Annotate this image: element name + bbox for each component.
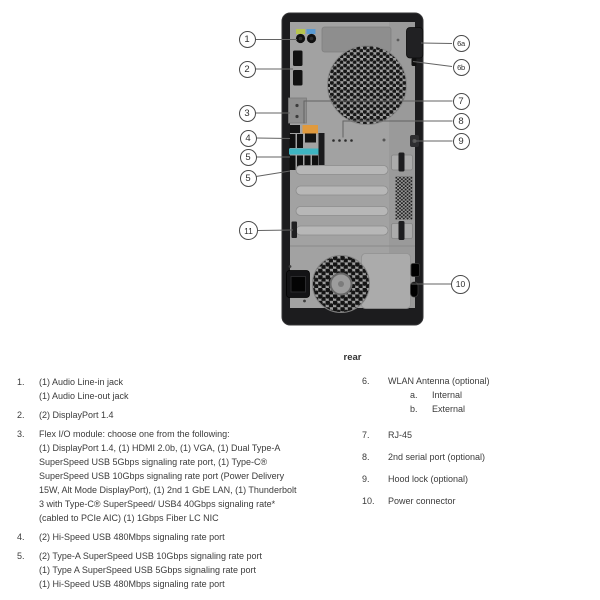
- legend-text-line: WLAN Antenna (optional): [388, 376, 490, 386]
- side-vent: [396, 177, 413, 220]
- legend-text-line: RJ-45: [388, 430, 413, 440]
- legend-text-line: (cabled to PCIe AIC) (1) 1Gbps Fiber LC NIC: [39, 513, 219, 523]
- callout-7: 7: [453, 93, 470, 110]
- legend-text-line: 15W, Alt Mode DisplayPort), (1) 2nd 1 GbE LAN, (1) Thunderbolt: [39, 485, 297, 495]
- legend-sub-text: External: [432, 404, 466, 414]
- callout-1: 1: [239, 31, 256, 48]
- legend-item-text: [388, 374, 594, 416]
- hood-lock-slot: [411, 264, 420, 277]
- figure-caption: rear: [343, 352, 362, 363]
- callout-6a: 6a: [453, 35, 470, 52]
- legend-text-line: (1) Audio Line-in jack: [39, 377, 124, 387]
- usb10-teal-strip: [289, 149, 324, 155]
- callout-10: 10: [451, 275, 470, 294]
- power-connector-socket: [287, 265, 310, 302]
- legend-sub-letter: a.: [410, 390, 418, 400]
- legend-text-line: (2) Type-A SuperSpeed USB 10Gbps signaling rate port: [39, 551, 262, 561]
- legend-text-line: (2) DisplayPort 1.4: [39, 410, 114, 420]
- legend-column-left: [17, 375, 352, 596]
- legend-item-text: [388, 450, 594, 464]
- legend-text-line: (2) Hi-Speed USB 480Mbps signaling rate port: [39, 532, 225, 542]
- callout-5b: 5: [240, 170, 257, 187]
- legend-item-text: [39, 408, 352, 422]
- legend-item-text: [388, 472, 594, 486]
- legend-item-text: [39, 427, 352, 525]
- rj45-port: [303, 125, 319, 134]
- legend-item-text: [39, 549, 352, 591]
- callout-5a: 5: [240, 149, 257, 166]
- legend-item: [17, 408, 352, 422]
- legend-item: [17, 549, 352, 591]
- legend-item: [362, 450, 594, 464]
- legend-item: [362, 472, 594, 486]
- fan-vent-bottom: [312, 255, 370, 313]
- legend-item-text: [39, 530, 352, 544]
- legend-text-line: (1) DisplayPort 1.4, (1) HDMI 2.0b, (1) VGA, (1) Dual Type-A: [39, 443, 281, 453]
- legend-item: [17, 427, 352, 525]
- legend-item-number: 2.: [17, 410, 25, 420]
- legend-item-number: 5.: [17, 551, 25, 561]
- audio-line-in-tag: [307, 29, 316, 34]
- panel-screw: [383, 139, 386, 142]
- legend-item: [17, 375, 352, 403]
- callout-3: 3: [239, 105, 256, 122]
- legend-item-number: 8.: [362, 452, 370, 462]
- callout-9: 9: [453, 133, 470, 150]
- legend-text-line: Flex I/O module: choose one from the following:: [39, 429, 230, 439]
- legend-text-line: SuperSpeed USB 5Gbps signaling rate port, (1) Type-C®: [39, 457, 268, 467]
- legend-column-right: [362, 374, 594, 516]
- legend-item-number: 9.: [362, 474, 370, 484]
- legend-sub-item: [388, 402, 594, 416]
- legend-item: [17, 530, 352, 544]
- legend-item-text: [388, 428, 594, 442]
- callout-11: 11: [239, 221, 258, 240]
- legend-text-line: 2nd serial port (optional): [388, 452, 486, 462]
- legend-text-line: SuperSpeed USB 10Gbps signaling rate port (Power Delivery: [39, 471, 285, 481]
- callout-2: 2: [239, 61, 256, 78]
- panel-screw: [329, 95, 332, 98]
- callout-4: 4: [240, 130, 257, 147]
- legend-item-number: 4.: [17, 532, 25, 542]
- legend-sub-item: [388, 388, 594, 402]
- legend-item-number: 1.: [17, 377, 25, 387]
- legend-sub-letter: b.: [410, 404, 418, 414]
- legend-item: [362, 374, 594, 416]
- legend-item-text: [388, 494, 594, 508]
- legend-item: [362, 428, 594, 442]
- legend-text-line: Power connector: [388, 496, 456, 506]
- callout-6b: 6b: [453, 59, 470, 76]
- legend-item-number: 6.: [362, 376, 370, 386]
- legend-text-line: (1) Audio Line-out jack: [39, 391, 129, 401]
- legend-text-line: (1) Hi-Speed USB 480Mbps signaling rate port: [39, 579, 225, 589]
- legend-text-line: (1) Type A SuperSpeed USB 5Gbps signaling rate port: [39, 565, 256, 575]
- callout-8: 8: [453, 113, 470, 130]
- legend-sub-text: Internal: [432, 390, 463, 400]
- legend-text-line: Hood lock (optional): [388, 474, 469, 484]
- legend-item-number: 3.: [17, 429, 25, 439]
- legend-text-line: 3 with Type-C® SuperSpeed/ USB4 40Gbps signaling rate*: [39, 499, 276, 509]
- legend-item: [362, 494, 594, 508]
- legend-item-text: [39, 375, 352, 403]
- panel-screw: [397, 39, 400, 42]
- audio-line-out-tag: [296, 29, 305, 34]
- legend-item-number: 7.: [362, 430, 370, 440]
- legend-item-number: 10.: [362, 496, 375, 506]
